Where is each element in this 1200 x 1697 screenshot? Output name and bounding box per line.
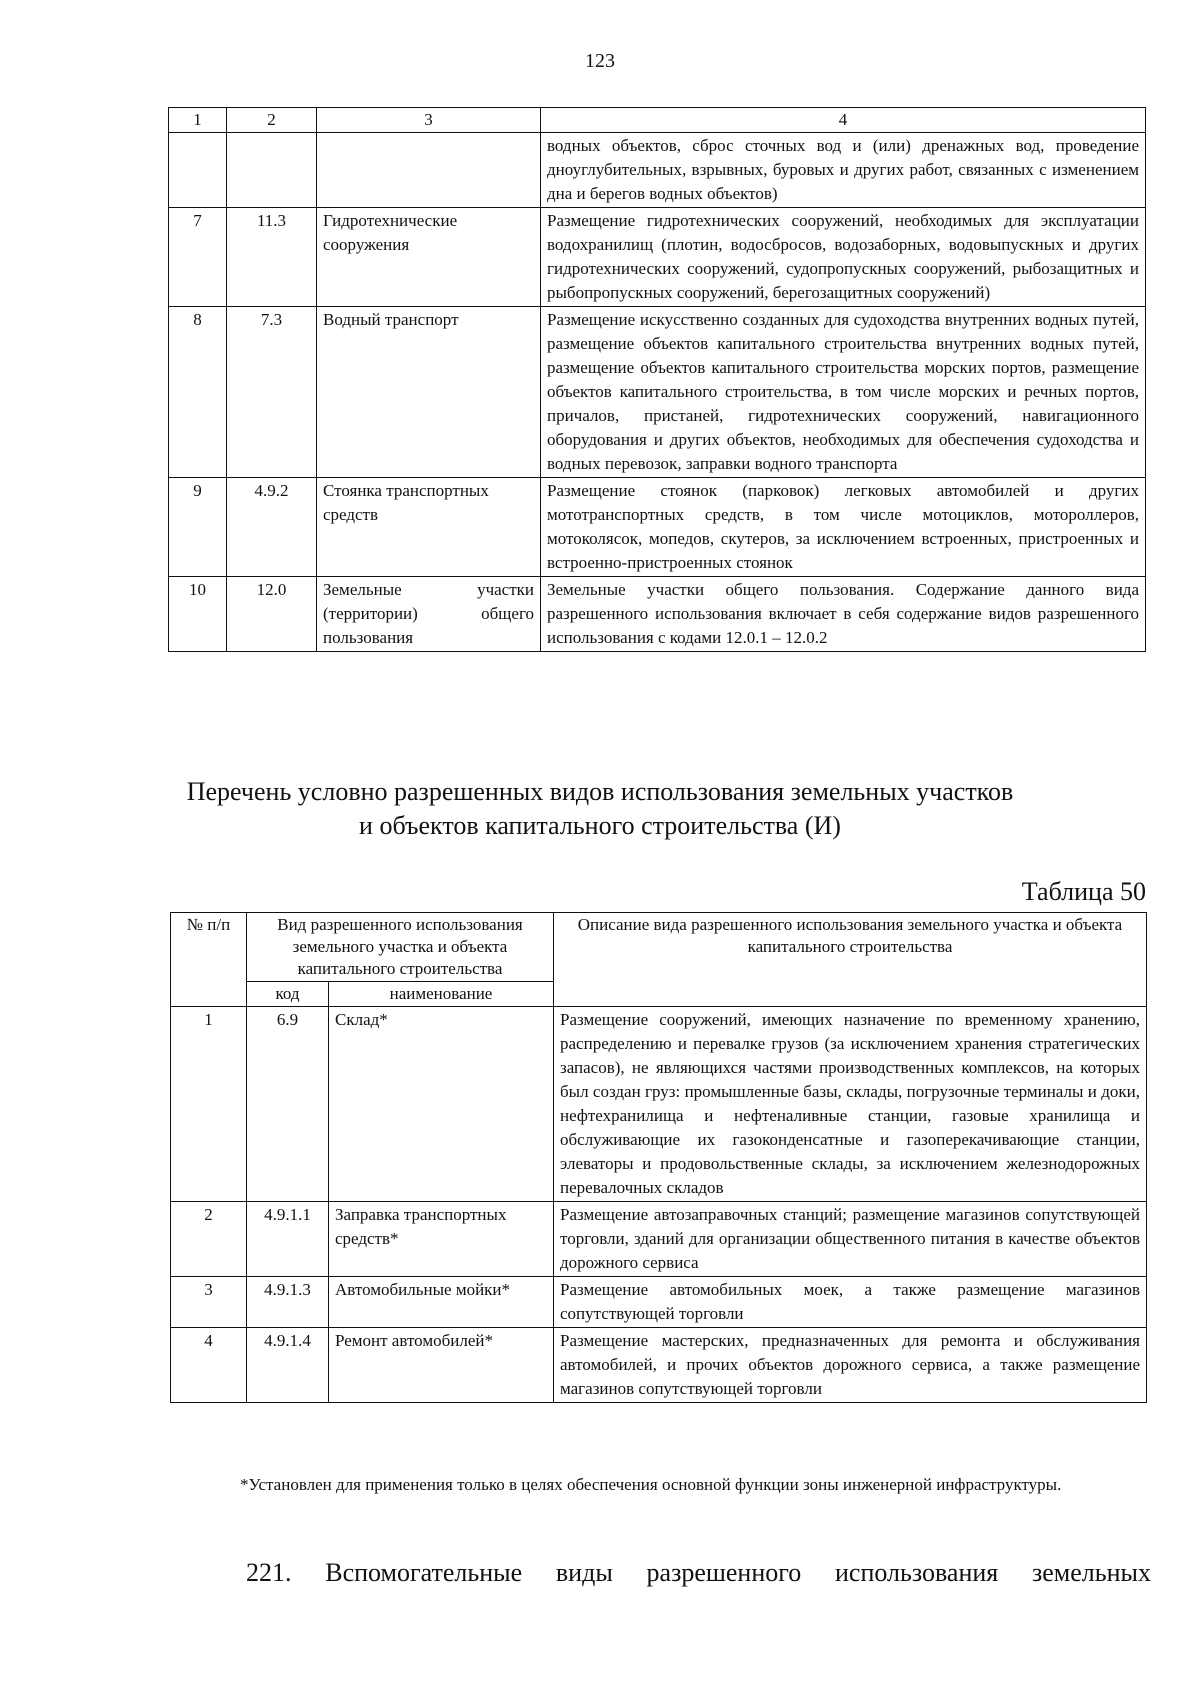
- header-number: № п/п: [171, 913, 247, 1007]
- row-description: Размещение сооружений, имеющих назначение по временному хранению, распределению и перевалке грузов (за исключением хранения стратегических запасов), не являющихся частями производственных комплексов, на которых был создан груз: промышленные базы, склады, погрузочные терминалы и доки, нефтехранилища и нефтеналивные станции, газовые хранилища и обслуживающие их газоконденсатные и газоперекачивающие станции, элеваторы и продовольственные склады, за исключением железнодорожных перевалочных складов: [554, 1007, 1147, 1202]
- row-code: 4.9.1.1: [247, 1202, 329, 1277]
- row-description: Размещение автомобильных моек, а также размещение магазинов сопутствующей торговли: [554, 1277, 1147, 1328]
- row-number: 1: [171, 1007, 247, 1202]
- column-number: 4: [541, 108, 1146, 133]
- row-code: 6.9: [247, 1007, 329, 1202]
- row-code: 4.9.1.3: [247, 1277, 329, 1328]
- table-50: [170, 912, 1147, 1403]
- row-name: Автомобильные мойки*: [329, 1277, 554, 1328]
- section-heading-line: Перечень условно разрешенных видов использования земельных участков: [186, 777, 1014, 806]
- row-code: 4.9.2: [227, 478, 317, 577]
- row-name: Гидротехнические сооружения: [317, 208, 541, 307]
- row-number: 3: [171, 1277, 247, 1328]
- table-row: [171, 1328, 1147, 1403]
- section-heading: [0, 775, 1200, 843]
- table-row: [169, 478, 1146, 577]
- table-row: [171, 1277, 1147, 1328]
- page-number: 123: [585, 50, 615, 72]
- header-kind: Вид разрешенного использования земельного участка и объекта капитального строительства: [247, 913, 554, 982]
- row-description: Размещение гидротехнических сооружений, необходимых для эксплуатации водохранилищ (плотин, водосбросов, водозаборных, водовыпускных и других гидротехнических сооружений, судопропускных сооружений, рыбозащитных и рыбопропускных сооружений, берегозащитных сооружений): [541, 208, 1146, 307]
- header-code: код: [247, 982, 329, 1007]
- table-caption: Таблица 50: [1021, 877, 1146, 906]
- footnote: *Установлен для применения только в целях обеспечения основной функции зоны инженерной инфраструктуры.: [240, 1475, 1062, 1494]
- row-name: Стоянка транспортных средств: [317, 478, 541, 577]
- row-description: Размещение мастерских, предназначенных для ремонта и обслуживания автомобилей, и прочих объектов дорожного сервиса, а также размещение магазинов сопутствующей торговли: [554, 1328, 1147, 1403]
- row-code: 11.3: [227, 208, 317, 307]
- row-description: Размещение стоянок (парковок) легковых автомобилей и других мототранспортных средств, в том числе мотоциклов, мотороллеров, мотоколясок, мопедов, скутеров, за исключением встроенных, пристроенных и встроенно-пристроенных стоянок: [541, 478, 1146, 577]
- section-heading-line: и объектов капитального строительства (И): [359, 811, 841, 840]
- row-number: 9: [169, 478, 227, 577]
- row-name: Земельные участки (территории) общего пользования: [317, 577, 541, 652]
- row-number: 8: [169, 307, 227, 478]
- row-description: Размещение автозаправочных станций; размещение магазинов сопутствующей торговли, зданий для организации общественного питания в качестве объектов дорожного сервиса: [554, 1202, 1147, 1277]
- table-header-row: [171, 913, 1147, 982]
- table-column-numbers: [169, 108, 1146, 133]
- row-code: 7.3: [227, 307, 317, 478]
- row-name: Заправка транспортных средств*: [329, 1202, 554, 1277]
- column-number: 1: [169, 108, 227, 133]
- table-continued: [168, 107, 1146, 652]
- row-number: 4: [171, 1328, 247, 1403]
- row-code: 4.9.1.4: [247, 1328, 329, 1403]
- column-number: 2: [227, 108, 317, 133]
- table-row: [171, 1202, 1147, 1277]
- row-name: Склад*: [329, 1007, 554, 1202]
- table-row-continuation: [169, 133, 1146, 208]
- continuation-text: водных объектов, сброс сточных вод и (или) дренажных вод, проведение дноуглубительных, взрывных, буровых и других работ, связанных с изменением дна и берегов водных объектов): [541, 133, 1146, 208]
- table-row: [169, 307, 1146, 478]
- row-description: Размещение искусственно созданных для судоходства внутренних водных путей, размещение объектов капитального строительства внутренних водных путей, размещение объектов капитального строительства морских портов, размещение объектов капитального строительства, в том числе морских и речных портов, причалов, пристаней, гидротехнических сооружений, навигационного оборудования и других объектов, необходимых для обеспечения судоходства и водных перевозок, заправки водного транспорта: [541, 307, 1146, 478]
- section-paragraph: 221. Вспомогательные виды разрешенного использования земельных: [246, 1558, 1151, 1587]
- row-number: 7: [169, 208, 227, 307]
- row-code: 12.0: [227, 577, 317, 652]
- header-description: Описание вида разрешенного использования земельного участка и объекта капитального строительства: [554, 913, 1147, 1007]
- header-name: наименование: [329, 982, 554, 1007]
- table-row: [169, 208, 1146, 307]
- row-number: 10: [169, 577, 227, 652]
- row-name: Водный транспорт: [317, 307, 541, 478]
- row-description: Земельные участки общего пользования. Содержание данного вида разрешенного использования включает в себя содержание видов разрешенного использования с кодами 12.0.1 – 12.0.2: [541, 577, 1146, 652]
- table-row: [171, 1007, 1147, 1202]
- column-number: 3: [317, 108, 541, 133]
- table-row: [169, 577, 1146, 652]
- row-number: 2: [171, 1202, 247, 1277]
- row-name: Ремонт автомобилей*: [329, 1328, 554, 1403]
